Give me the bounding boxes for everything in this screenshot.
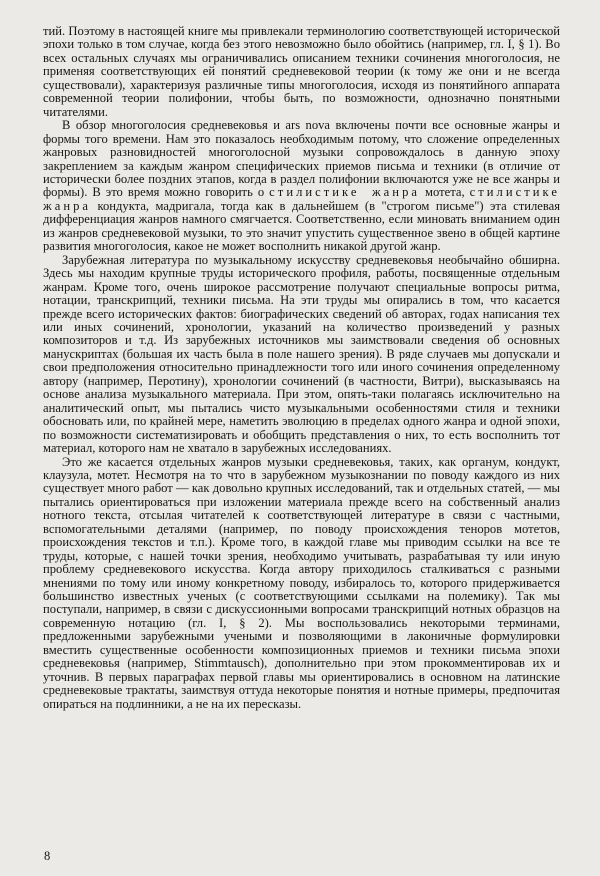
paragraph-part: В обзор многоголосия средневековья и ars nova включены почти все основные жанры и формы того времени. Нам это показалось необходимым потому, что сложение определенных жанровых разновидностей многоголосной музыки сопровождалось в данную эпоху закреплением за каждым жанром специфических приемов письма и техники (в отличие от исторически более поздних этапов, когда в раздел полифонии включаются уже не все жанры и формы). В это время можно говорить о [43,118,560,200]
emphasized-term: стилистике жанра [269,185,420,200]
paragraph-part: мотета, [420,185,470,200]
paragraph-genres-overview [43,119,560,254]
paragraph-foreign-literature: Зарубежная литература по музыкальному искусству средневековья необычайно обширна. Здесь мы находим крупные труды исторического профиля, работы, посвященные отдельным жанрам. Кроме того, очень широкое рассмотрение получают специальные вопросы ритма, нотации, транскрипций, техники письма. На эти труды мы опирались в том, что касается прежде всего исторических фактов: биографических сведений об авторах, годах написания тех или иных сочинений, хронологии, указаний на количество произведений у разных композиторов и т.д. Из зарубежных источников мы заимствовали сведения об основных манускриптах (большая их часть была в поле нашего зрения). В ряде случаев мы допускали и свои предположения относительно принадлежности того или иного сочинения определенному автору (например, Перотину), хронологии сочинений (в частности, Витри), высказываясь на основе анализа музыкального материала. При этом, опять-таки полагаясь исключительно на аналитический опыт, мы пытались чисто музыкальными особенностями стиля и техники обосновать или, по крайней мере, наметить эволюцию в пределах одного жанра и одной эпохи, по возможности систематизировать и обобщить представления о них, то есть восполнить тот материал, которого нам не хватало в зарубежных исследованиях. [43,252,560,456]
paragraph-individual-genres: Это же касается отдельных жанров музыки средневековья, таких, как органум, кондукт, клаузула, мотет. Несмотря на то что в зарубежном музыкознании по поводу каждого из них существует много работ — как довольно крупных исследований, так и отдельных статей, — мы пытались ориентироваться при изложении материала прежде всего на собственный анализ нотного текста, отсылая читателей к соответствующей литературе в связи с частными, вспомогательными деталями (например, по поводу происхождения теноров мотетов, происхождения текстов и т.п.). Кроме того, в каждой главе мы приводим ссылки на все те труды, которые, с нашей точки зрения, необходимо учитывать, разрабатывая ту или иную проблему средневекового искусства. Когда автору приходилось сталкиваться с разными мнениями по тому или иному конкретному поводу, избиралось то, которого придерживается большинство известных ученых (с соответствующими ссылками на полемику). Так мы поступали, например, в связи с дискуссионными вопросами транскрипций нотных образцов на современную нотацию (гл. I, § 2). Мы воспользовались некоторыми терминами, предложенными зарубежными учеными и позволяющими в лаконичные формулировки вместить существенные особенности композиционных приемов и техники письма эпохи средневековья (например, Stimmtausch), дополнительно при этом прокомментировав их и уточнив. В первых параграфах первой главы мы ориентировались в основном на латинские средневековые трактаты, заимствуя оттуда некоторые понятия и нотные примеры, предпочитая опираться на подлинники, а не на их пересказы. [43,454,560,711]
page-number: 8 [44,849,51,863]
emphasized-term: стилистике жанра [43,185,560,213]
paragraph-continuation: тий. Поэтому в настоящей книге мы привлекали терминологию соответствующей исторической эпохи только в том случае, когда без этого невозможно было обойтись (например, гл. I, § 1). Во всех остальных случаях мы ограничивались описанием техники сочинения многоголосия, не применяя соответствующих ей понятий средневековой теории (к тому же они и не всегда существовали), характеризуя различные типы многоголосия, исходя из понятийного аппарата современной теории полифонии, чтобы быть, по возможности, однозначно понятными читателями. [43,24,560,119]
paragraph-part: кондукта, мадригала, тогда как в дальнейшем (в "строгом письме") эта стилевая дифференциация жанров намного смягчается. Соответственно, если миновать вниманием один из жанров средневековой музыки, то это значит упустить существенное звено в общей картине развития многоголосия, какое не может восполнить никакой другой жанр. [43,198,560,254]
body-text [43,25,560,711]
